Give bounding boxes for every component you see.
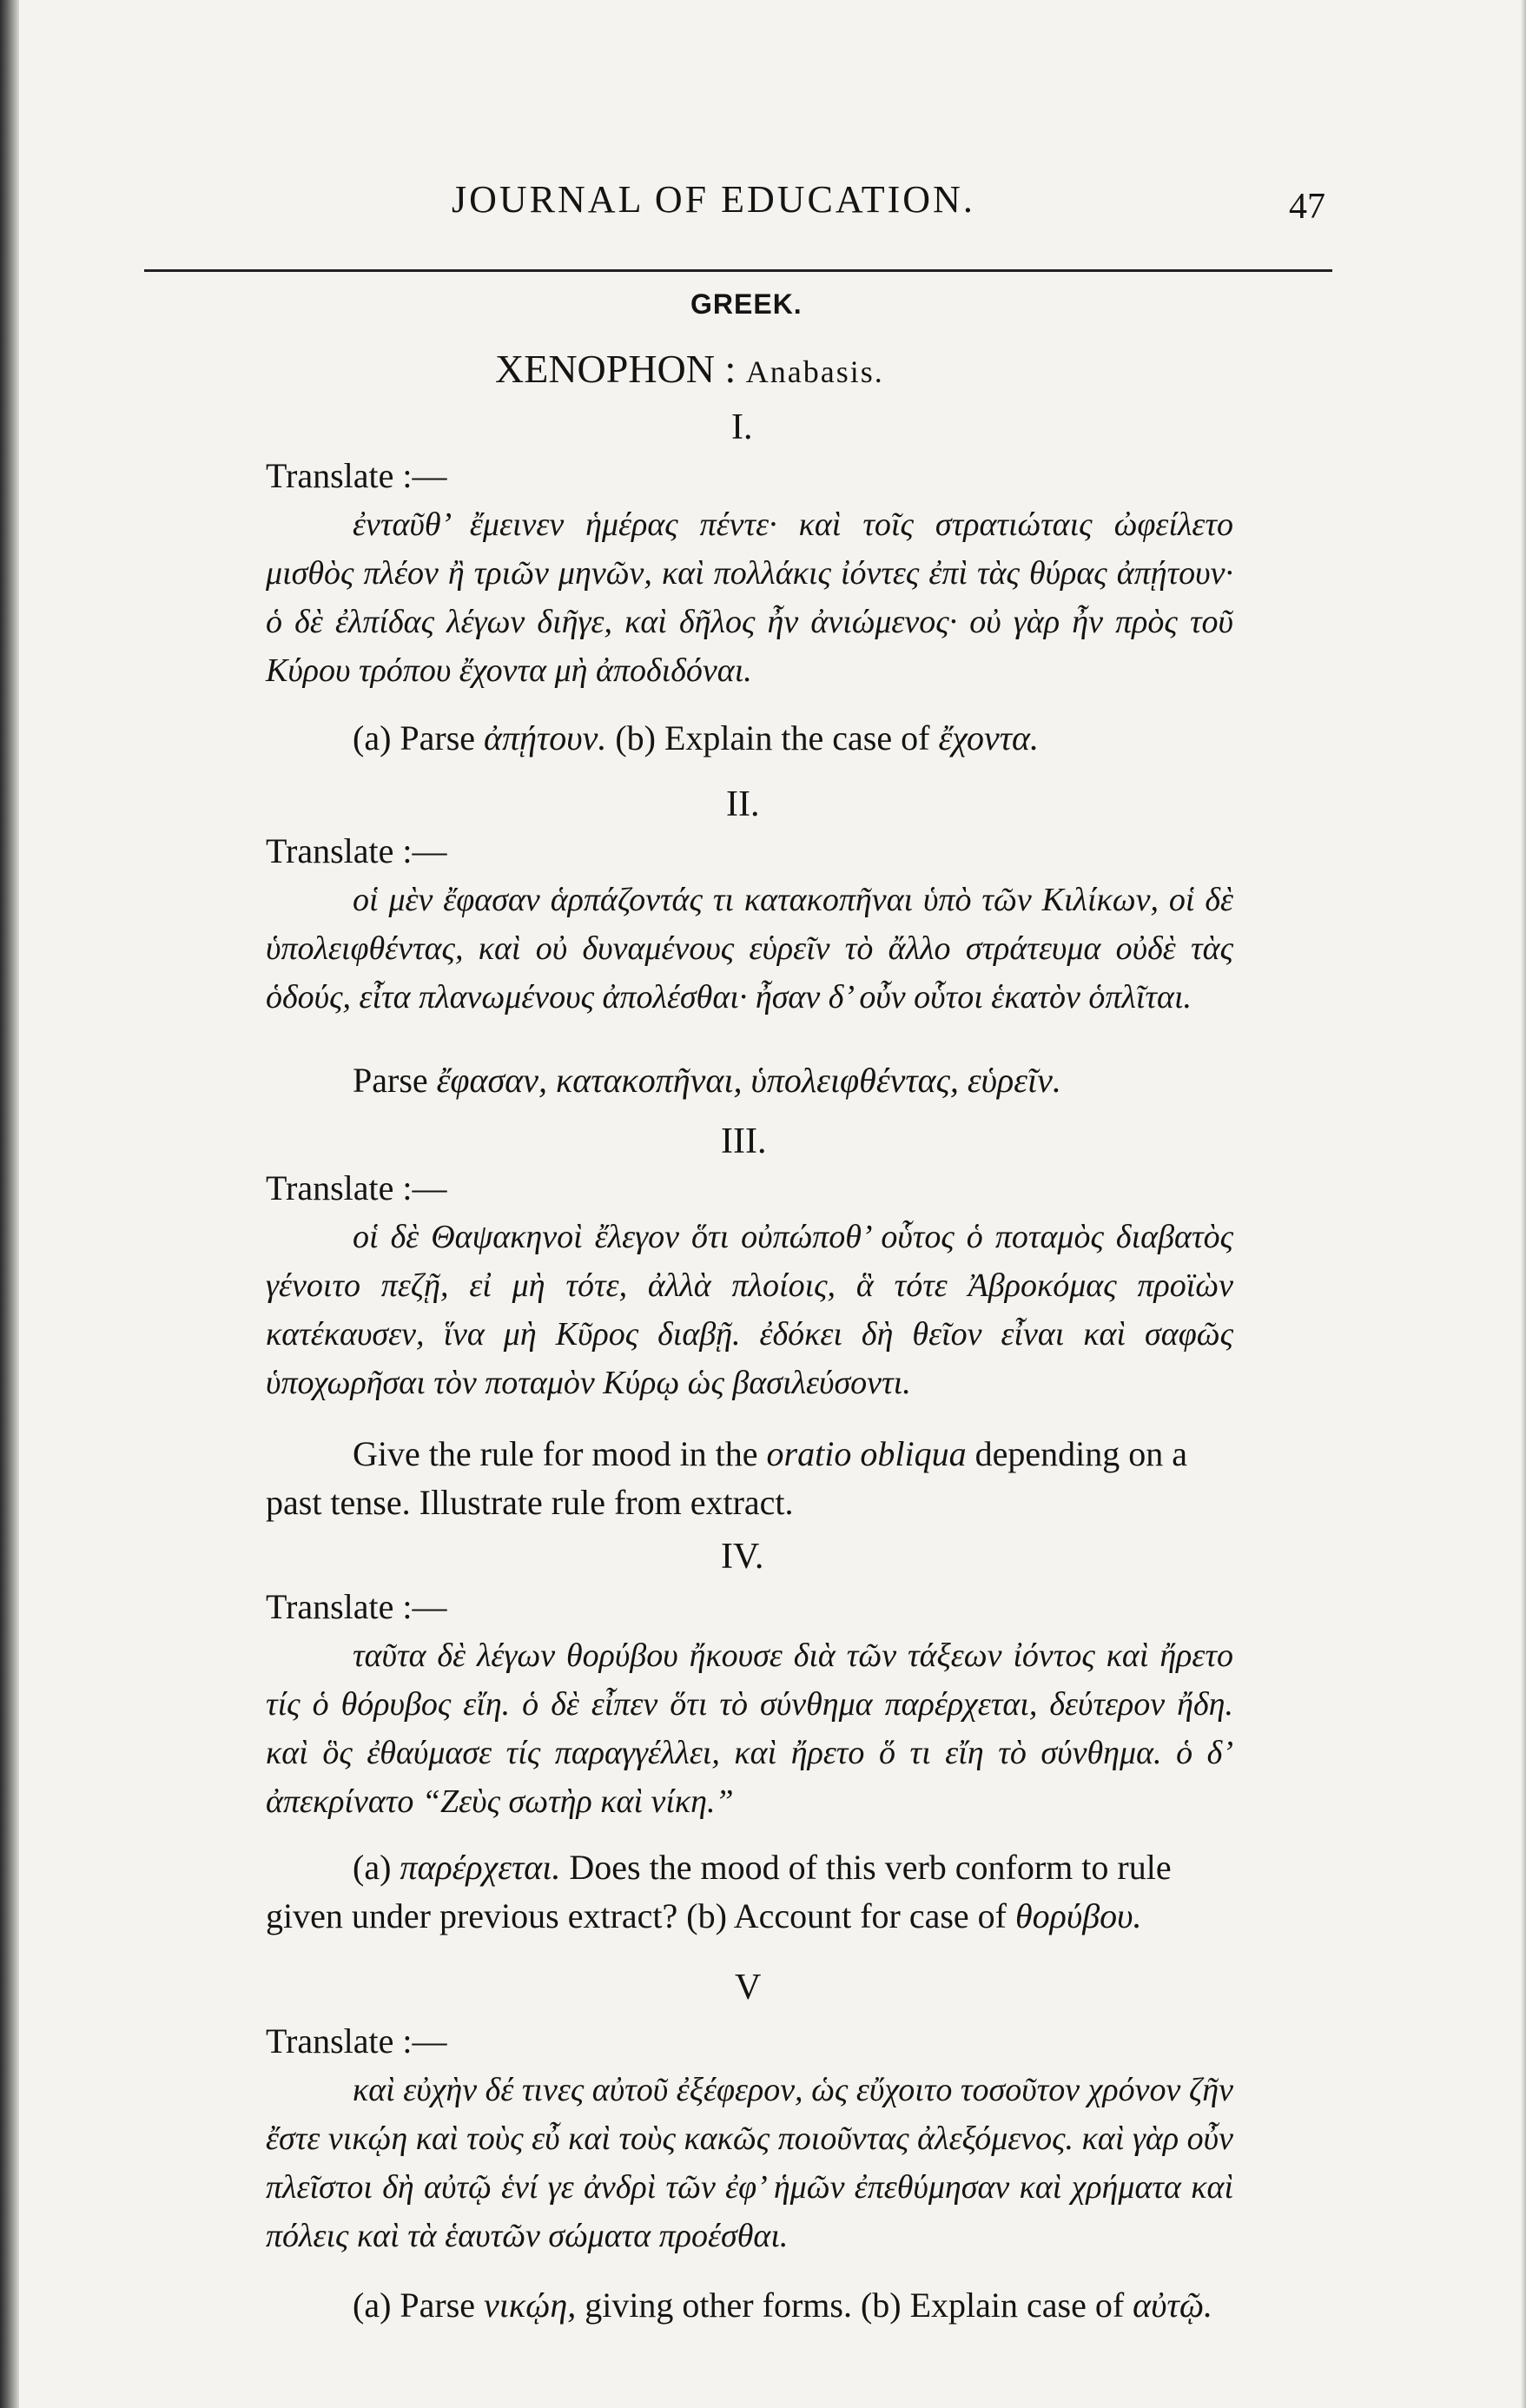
question [266, 714, 1233, 763]
question-part-label: (a) [353, 2286, 392, 2325]
greek-passage: καὶ εὐχὴν δέ τινες αὐτοῦ ἐξέφερον, ὡς εὔχοιτο τοσοῦτον χρόνον ζῆν ἔστε νικῴη καὶ τοὺς εὖ καὶ τοὺς κακῶς ποιοῦντας ἀλεξόμενος. καὶ γὰρ οὖν πλεῖστοι δὴ αὐτῷ ἑνί γε ἀνδρὶ τῶν ἐφ’ ἡμῶν ἐπεθύμησαν καὶ χρήματα καὶ πόλεις καὶ τὰ ἑαυτῶν σώματα προέσθαι. [266, 2072, 1233, 2254]
translate-instruction: Translate :— [266, 456, 447, 495]
greek-passage: οἱ δὲ Θαψακηνοὶ ἔλεγον ὅτι οὐπώποθ’ οὗτος ὁ ποταμὸς διαβατὸς γένοιτο πεζῇ, εἰ μὴ τότε, ἀλλὰ πλοίοις, ἃ τότε Ἀβροκόμας προϊὼν κατέκαυσεν, ἵνα μὴ Κῦρος διαβῇ. ἐδόκει δὴ θεῖον εἶναι καὶ σαφῶς ὑποχωρῆσαι τὸν ποταμὸν Κύρῳ ὡς βασιλεύσοντι. [266, 1219, 1233, 1401]
question [266, 1430, 1233, 1527]
question-text: Explain the case of [656, 718, 939, 757]
translate-instruction: Translate :— [266, 1587, 447, 1626]
question-text: Does the mood of this verb conform to rule given under previous extract? [266, 1848, 1172, 1935]
header-rule [144, 269, 1332, 272]
section-numeral: V [735, 1968, 762, 2008]
question [266, 1056, 1233, 1105]
scan-right-edge [1521, 0, 1526, 2408]
translate-instruction: Translate :— [266, 831, 447, 870]
question-part-label: (b) [606, 718, 656, 757]
question-part-label: (a) [353, 718, 392, 757]
book-author: XENOPHON : [495, 347, 737, 391]
question-part-label: (a) [353, 1848, 392, 1887]
section-numeral: III. [721, 1121, 767, 1161]
greek-term: ἔφασαν, κατακοπῆναι, ὑπολειφθέντας, εὑρεῖν. [436, 1061, 1061, 1100]
section-numeral: IV. [721, 1537, 764, 1577]
greek-term: ἔχοντα. [938, 718, 1040, 757]
section-numeral: I. [731, 407, 753, 447]
question [266, 1843, 1233, 1941]
question-text: Parse [391, 718, 485, 757]
greek-term: θορύβου. [1015, 1896, 1142, 1935]
greek-passage: οἱ μὲν ἔφασαν ἁρπάζοντάς τι κατακοπῆναι ὑπὸ τῶν Κιλίκων, οἱ δὲ ὑπολειφθέντας, καὶ οὐ δυναμένους εὑρεῖν τὸ ἄλλο στράτευμα οὐδὲ τὰς ὁδούς, εἶτα πλανωμένους ἀπολέσθαι· ἦσαν δ’ οὖν οὗτοι ἑκατὸν ὁπλῖται. [266, 882, 1233, 1015]
section-numeral: II. [726, 784, 760, 824]
translate-instruction: Translate :— [266, 2021, 447, 2061]
question [266, 2281, 1233, 2330]
translate-instruction: Translate :— [266, 1168, 447, 1207]
greek-term: αὐτῷ. [1133, 2286, 1213, 2325]
scan-binding-edge [0, 0, 19, 2408]
subject-heading: GREEK. [690, 288, 803, 320]
question-text: giving other forms. [576, 2286, 852, 2325]
running-title: JOURNAL OF EDUCATION. [452, 178, 975, 221]
question-text: Account for case of [726, 1896, 1015, 1935]
greek-term: παρέρχεται. [391, 1848, 561, 1887]
book-work: Anabasis. [745, 354, 884, 389]
book-heading [495, 346, 884, 392]
question-text: Explain case of [901, 2286, 1133, 2325]
question-text: depending on a past tense. Illustrate rule from extract. [266, 1434, 1187, 1522]
page-number: 47 [1289, 187, 1325, 227]
greek-passage: ἐνταῦθ’ ἔμεινεν ἡμέρας πέντε· καὶ τοῖς στρατιώταις ὠφείλετο μισθὸς πλέον ἢ τριῶν μηνῶν, καὶ πολλάκις ἰόντες ἐπὶ τὰς θύρας ἀπῄτουν· ὁ δὲ ἐλπίδας λέγων διῆγε, καὶ δῆλος ἦν ἀνιώμενος· οὐ γὰρ ἦν πρὸς τοῦ Κύρου τρόπου ἔχοντα μὴ ἀποδιδόναι. [266, 506, 1233, 689]
question-part-label: (b) [677, 1896, 727, 1935]
greek-term: νικῴη, [484, 2286, 577, 2325]
question-text: Give the rule for mood in the [353, 1434, 767, 1473]
question-text: Parse [353, 1061, 437, 1100]
question-part-label: (b) [851, 2286, 902, 2325]
question-text: Parse [391, 2286, 485, 2325]
latin-term: oratio obliqua [766, 1434, 967, 1473]
greek-term: ἀπῄτουν. [484, 718, 607, 757]
greek-passage: ταῦτα δὲ λέγων θορύβου ἤκουσε διὰ τῶν τάξεων ἰόντος καὶ ἤρετο τίς ὁ θόρυβος εἴη. ὁ δὲ εἶπεν ὅτι τὸ σύνθημα παρέρχεται, δεύτερον ἤδη. καὶ ὃς ἐθαύμασε τίς παραγγέλλει, καὶ ἤρετο ὅ τι εἴη τὸ σύνθημα. ὁ δ’ ἀπεκρίνατο “Ζεὺς σωτὴρ καὶ νίκη.” [266, 1637, 1233, 1820]
